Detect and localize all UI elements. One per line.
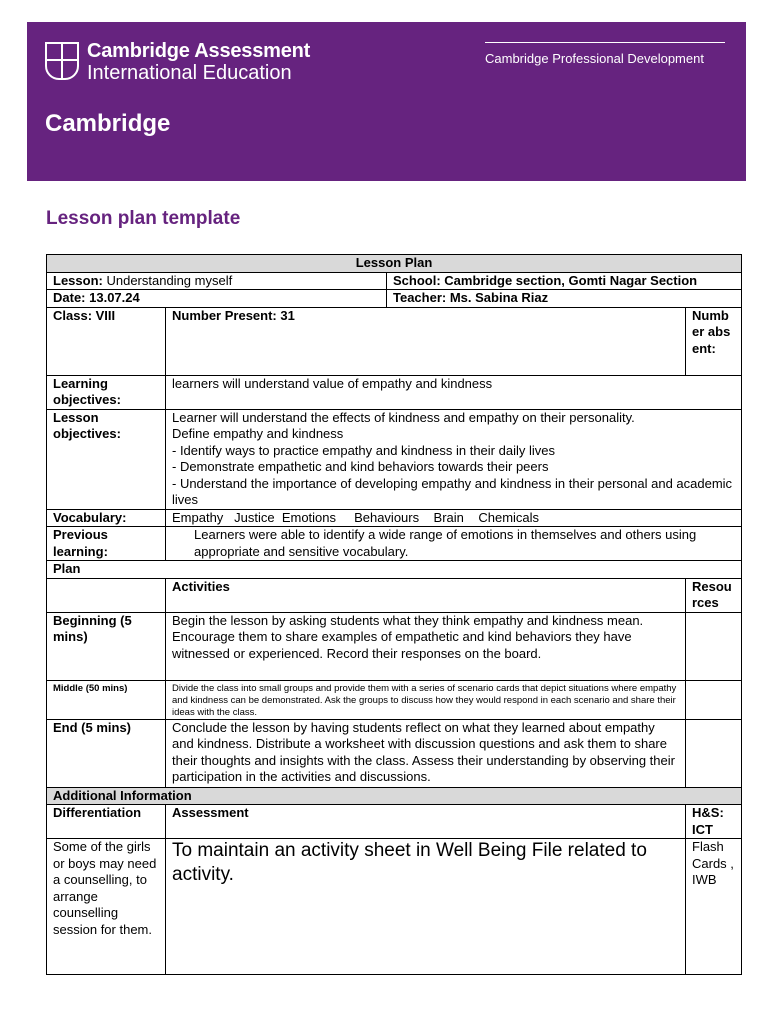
- class-cell: Class: VIII: [47, 307, 166, 375]
- lesson-objectives-value: [166, 409, 742, 509]
- previous-learning-value: Learners were able to identify a wide range of emotions in themselves and others using appropriate and sensitive vocabulary.: [166, 527, 742, 561]
- plan-blank-cell: [47, 578, 166, 612]
- hs-ict-value: Flash Cards , IWB: [686, 839, 742, 975]
- resources-header: Resources: [686, 578, 742, 612]
- cpd-label: Cambridge Professional Development: [485, 51, 704, 66]
- assessment-value: To maintain an activity sheet in Well Being File related to activity.: [166, 839, 686, 975]
- learning-objectives-value: learners will understand value of empathy and kindness: [166, 375, 742, 409]
- lesson-label: Lesson:: [53, 272, 103, 288]
- lesson-value: Understanding myself: [106, 272, 233, 288]
- header-divider: [485, 42, 725, 43]
- assessment-header: Assessment: [166, 805, 686, 839]
- org-name-line2: International Education: [87, 62, 292, 84]
- page-title: Lesson plan template: [46, 208, 241, 229]
- lesson-objective-line: - Understand the importance of developing empathy and kindness in their personal and academic lives: [172, 475, 733, 507]
- end-activity: Conclude the lesson by having students reflect on what they learned about empathy and kindness. Distribute a worksheet with discussion questions and ask them to share their thoughts and insights with the class. Assess their understanding by observing their participation in the activities and discussions.: [166, 719, 686, 787]
- hs-ict-header: H&S: ICT: [686, 805, 742, 839]
- lesson-objective-line: Learner will understand the effects of kindness and empathy on their personality.: [172, 409, 635, 425]
- beginning-label: Beginning (5 mins): [47, 612, 166, 680]
- previous-learning-label: Previous learning:: [47, 527, 166, 561]
- middle-label: Middle (50 mins): [47, 680, 166, 719]
- lesson-objectives-label: Lesson objectives:: [47, 409, 166, 509]
- date-cell: Date: 13.07.24: [47, 290, 387, 308]
- differentiation-header: Differentiation: [47, 805, 166, 839]
- beginning-resources: [686, 612, 742, 680]
- school-cell: School: Cambridge section, Gomti Nagar Section: [387, 272, 742, 290]
- activities-header: Activities: [166, 578, 686, 612]
- number-present-cell: Number Present: 31: [166, 307, 686, 375]
- header-banner: [27, 22, 746, 181]
- learning-objectives-label: Learning objectives:: [47, 375, 166, 409]
- vocabulary-value: Empathy Justice Emotions Behaviours Brain Chemicals: [166, 509, 742, 527]
- differentiation-value: Some of the girls or boys may need a counselling, to arrange counselling session for them.: [47, 839, 166, 975]
- lesson-cell: [47, 272, 387, 290]
- end-resources: [686, 719, 742, 787]
- middle-resources: [686, 680, 742, 719]
- teacher-cell: Teacher: Ms. Sabina Riaz: [387, 290, 742, 308]
- beginning-activity: Begin the lesson by asking students what they think empathy and kindness mean. Encourage them to share examples of empathetic and kind behaviors they have witnessed or experienced. Record their responses on the board.: [166, 612, 686, 680]
- org-logo: [45, 40, 310, 84]
- vocabulary-label: Vocabulary:: [47, 509, 166, 527]
- plan-label: Plan: [47, 561, 742, 579]
- org-name-line1: Cambridge Assessment: [87, 40, 311, 62]
- lesson-objective-line: - Demonstrate empathetic and kind behaviors towards their peers: [172, 459, 549, 474]
- number-absent-cell: Number absent:: [686, 307, 742, 375]
- brand-title: Cambridge: [45, 110, 171, 137]
- end-label: End (5 mins): [47, 719, 166, 787]
- additional-info-label: Additional Information: [47, 787, 742, 805]
- lesson-objective-line: Define empathy and kindness: [172, 426, 344, 441]
- lesson-plan-table: [46, 254, 742, 975]
- crest-icon: [45, 42, 79, 80]
- middle-activity: Divide the class into small groups and provide them with a series of scenario cards that depict situations where empathy and kindness can be demonstrated. Ask the groups to discuss how they would respond in each scenario and share their ideas with the class.: [166, 680, 686, 719]
- table-caption: Lesson Plan: [47, 255, 742, 273]
- lesson-objective-line: - Identify ways to practice empathy and kindness in their daily lives: [172, 442, 555, 458]
